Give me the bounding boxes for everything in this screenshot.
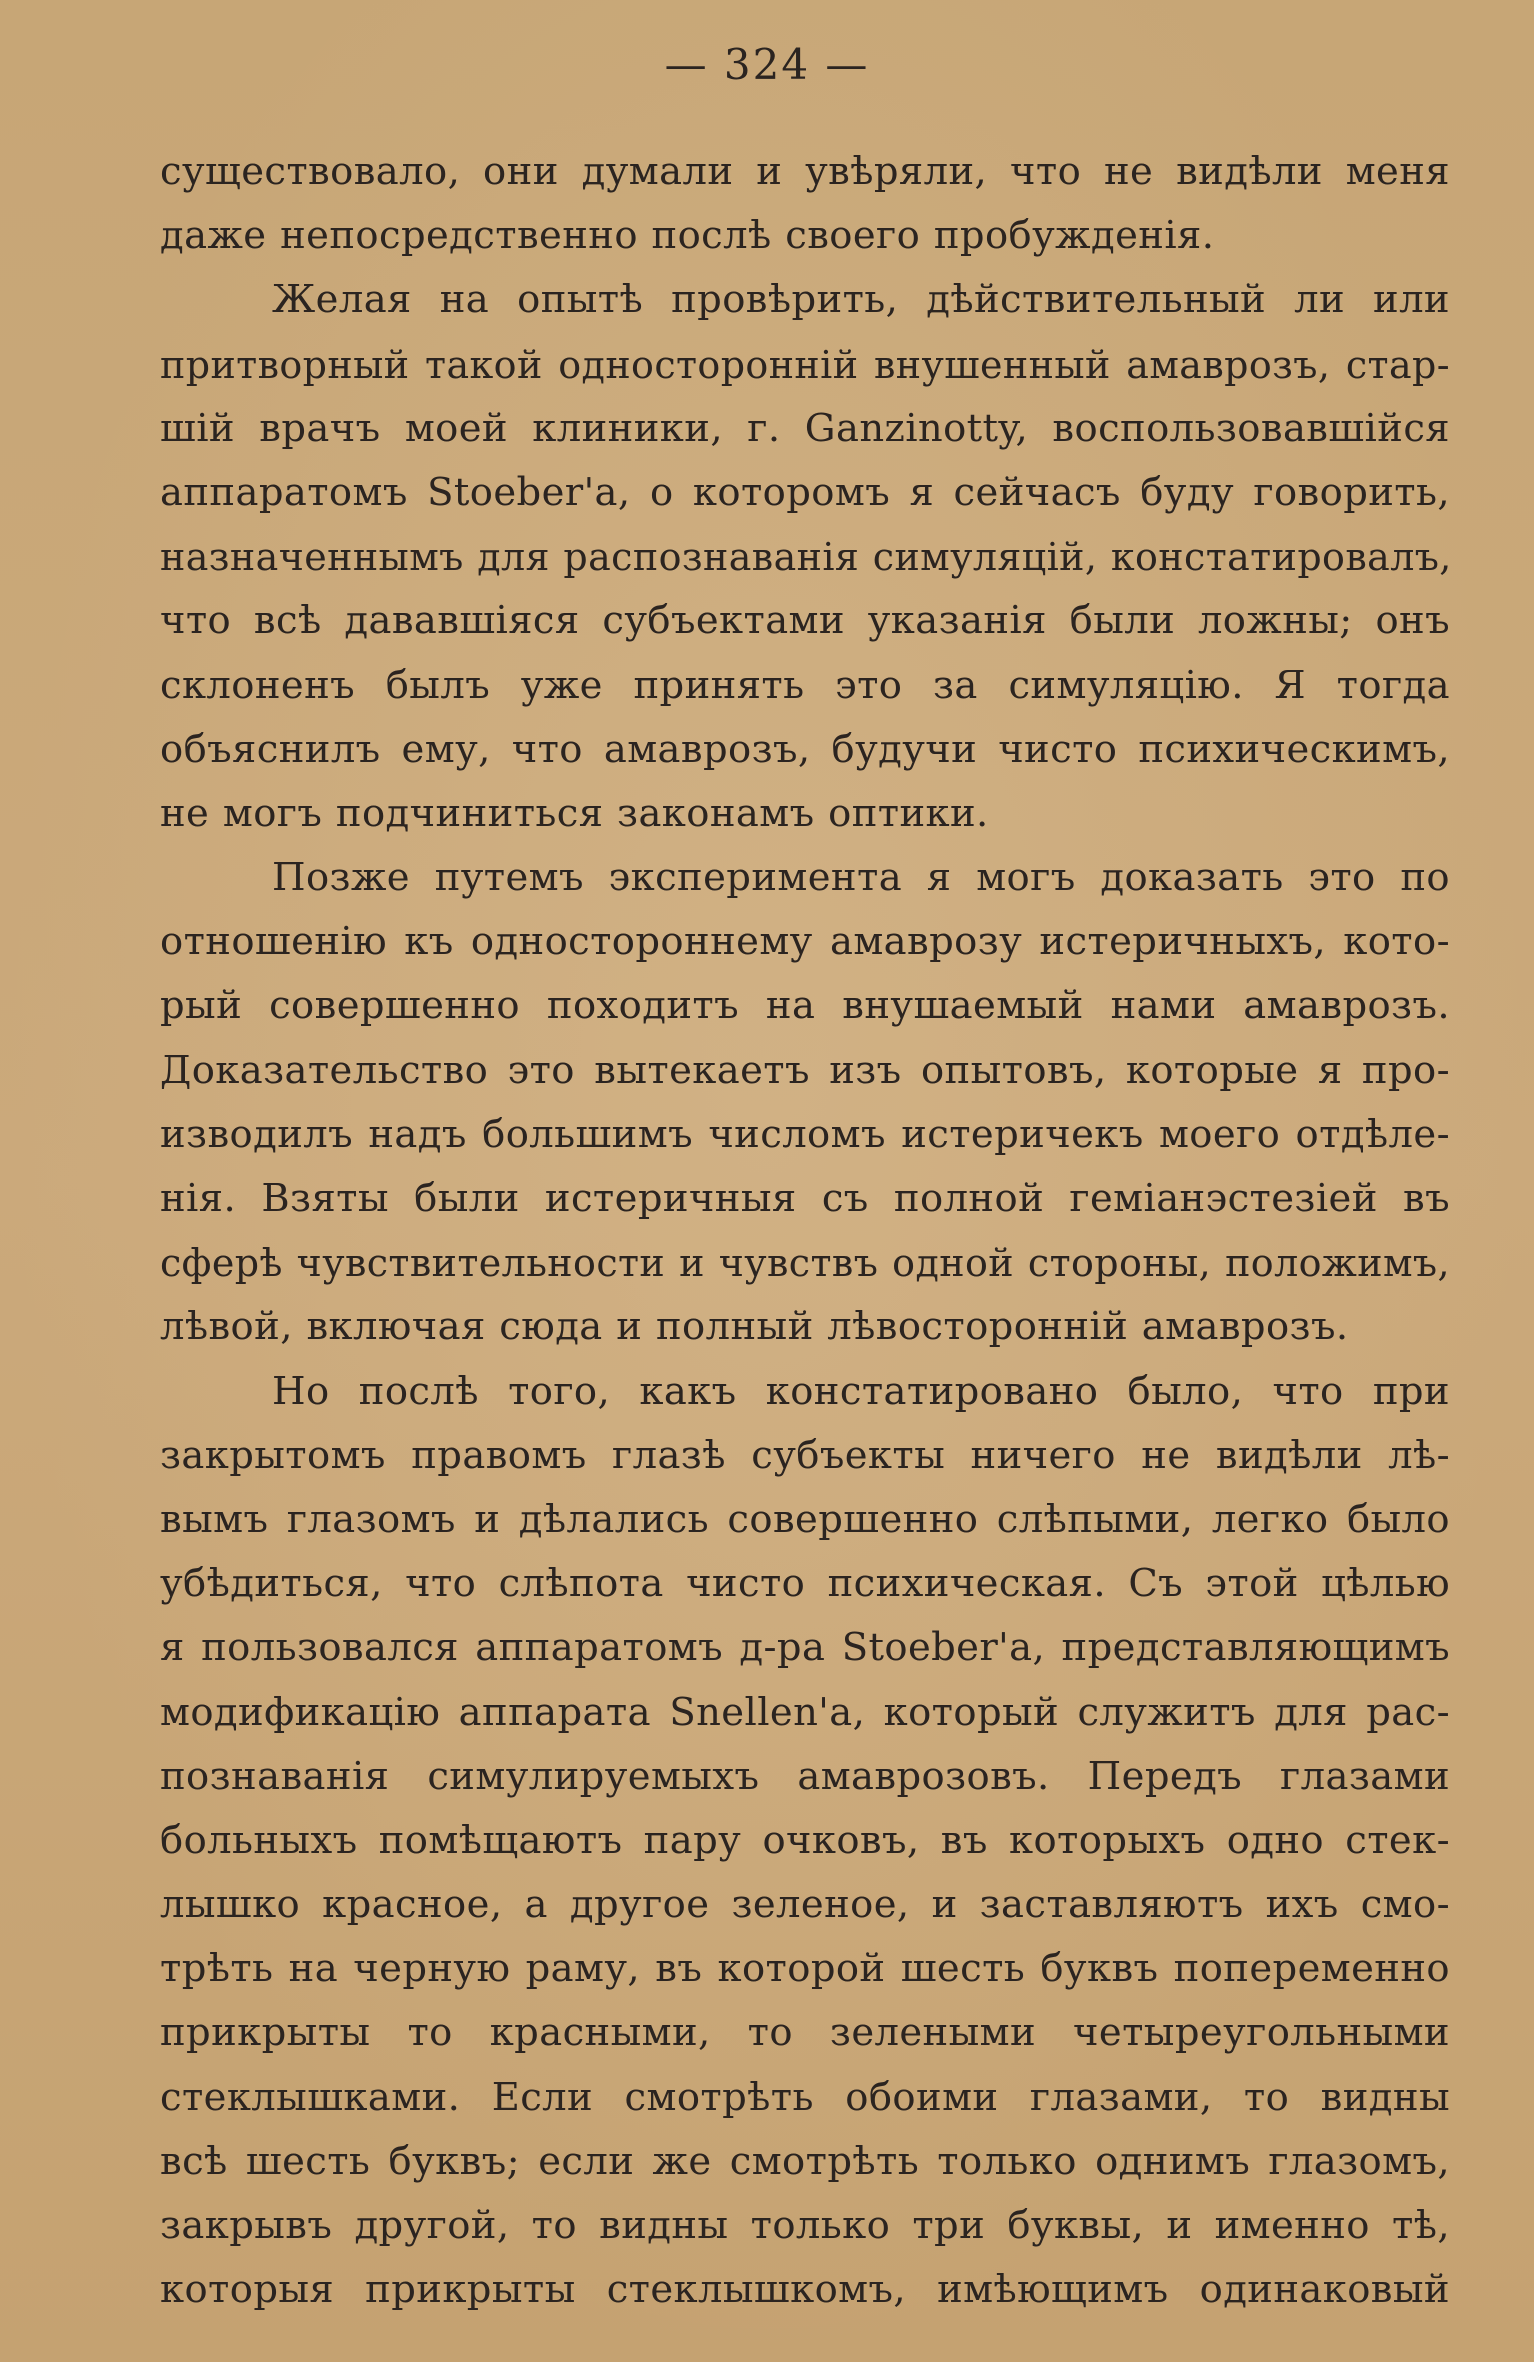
text-line: лѣвой, включая сюда и полный лѣвосторонній амаврозъ. — [160, 1304, 1349, 1350]
text-line: отношенію къ одностороннему амаврозу истеричныхъ, кото- — [160, 919, 1450, 965]
text-line: убѣдиться, что слѣпота чисто психическая. Съ этой цѣлью — [160, 1561, 1450, 1607]
text-line: всѣ шесть буквъ; если же смотрѣть только однимъ глазомъ, — [160, 2138, 1450, 2184]
text-line: не могъ подчиниться законамъ оптики. — [160, 790, 989, 836]
text-line: лышко красное, а другое зеленое, и заставляютъ ихъ смо- — [160, 1882, 1450, 1928]
text-line: рый совершенно походитъ на внушаемый нами амаврозъ. — [160, 983, 1450, 1029]
text-line: склоненъ былъ уже принять это за симуляцію. Я тогда — [160, 662, 1450, 708]
text-line: больныхъ помѣщаютъ пару очковъ, въ которыхъ одно стек- — [160, 1817, 1450, 1863]
text-line: трѣть на черную раму, въ которой шесть буквъ попеременно — [160, 1946, 1450, 1992]
text-line: закрытомъ правомъ глазѣ субъекты ничего не видѣли лѣ- — [160, 1432, 1450, 1478]
text-line: модификацію аппарата Snellen'а, который служитъ для рас- — [160, 1689, 1450, 1735]
text-line: закрывъ другой, то видны только три буквы, и именно тѣ, — [160, 2203, 1450, 2248]
text-line: сферѣ чувствительности и чувствъ одной стороны, положимъ, — [160, 1241, 1450, 1286]
text-line: шій врачъ моей клиники, г. Ganzinotty, воспользовавшійся — [160, 405, 1450, 451]
text-line: Доказательство это вытекаетъ изъ опытовъ, которые я про- — [160, 1047, 1450, 1093]
text-line: объяснилъ ему, что амаврозъ, будучи чисто психическимъ, — [160, 726, 1450, 772]
text-line: стеклышками. Если смотрѣть обоими глазами, то видны — [160, 2074, 1450, 2120]
text-line: познаванія симулируемыхъ амаврозовъ. Передъ глазами — [160, 1753, 1450, 1799]
text-line: аппаратомъ Stoeber'а, о которомъ я сейчасъ буду говорить, — [160, 469, 1450, 515]
page-number: — 324 — — [664, 40, 870, 89]
text-line: вымъ глазомъ и дѣлались совершенно слѣпыми, легко было — [160, 1496, 1450, 1542]
text-line: прикрыты то красными, то зелеными четыреугольными — [160, 2010, 1450, 2056]
text-line: что всѣ дававшіяся субъектами указанія были ложны; онъ — [160, 598, 1450, 644]
text-line: даже непосредственно послѣ своего пробужденія. — [160, 213, 1215, 259]
body-text — [160, 140, 1450, 2322]
text-line: нія. Взяты были истеричныя съ полной геміанэстезіей въ — [160, 1176, 1450, 1221]
text-line: Желая на опытѣ провѣрить, дѣйствительный ли или — [272, 277, 1450, 323]
text-line: Но послѣ того, какъ констатировано было, что при — [272, 1368, 1450, 1414]
text-line: притворный такой односторонній внушенный амаврозъ, стар- — [160, 342, 1450, 387]
text-line: назначеннымъ для распознаванія симуляцій, констатировалъ, — [160, 535, 1452, 580]
text-line: которыя прикрыты стеклышкомъ, имѣющимъ одинаковый — [160, 2267, 1450, 2313]
text-line: я пользовался аппаратомъ д-ра Stoeber'а, представляющимъ — [160, 1625, 1450, 1671]
text-line: Позже путемъ эксперимента я могъ доказать это по — [272, 855, 1450, 901]
text-line: существовало, они думали и увѣряли, что не видѣли меня — [160, 149, 1450, 194]
text-line: изводилъ надъ большимъ числомъ истеричекъ моего отдѣле- — [160, 1111, 1450, 1157]
